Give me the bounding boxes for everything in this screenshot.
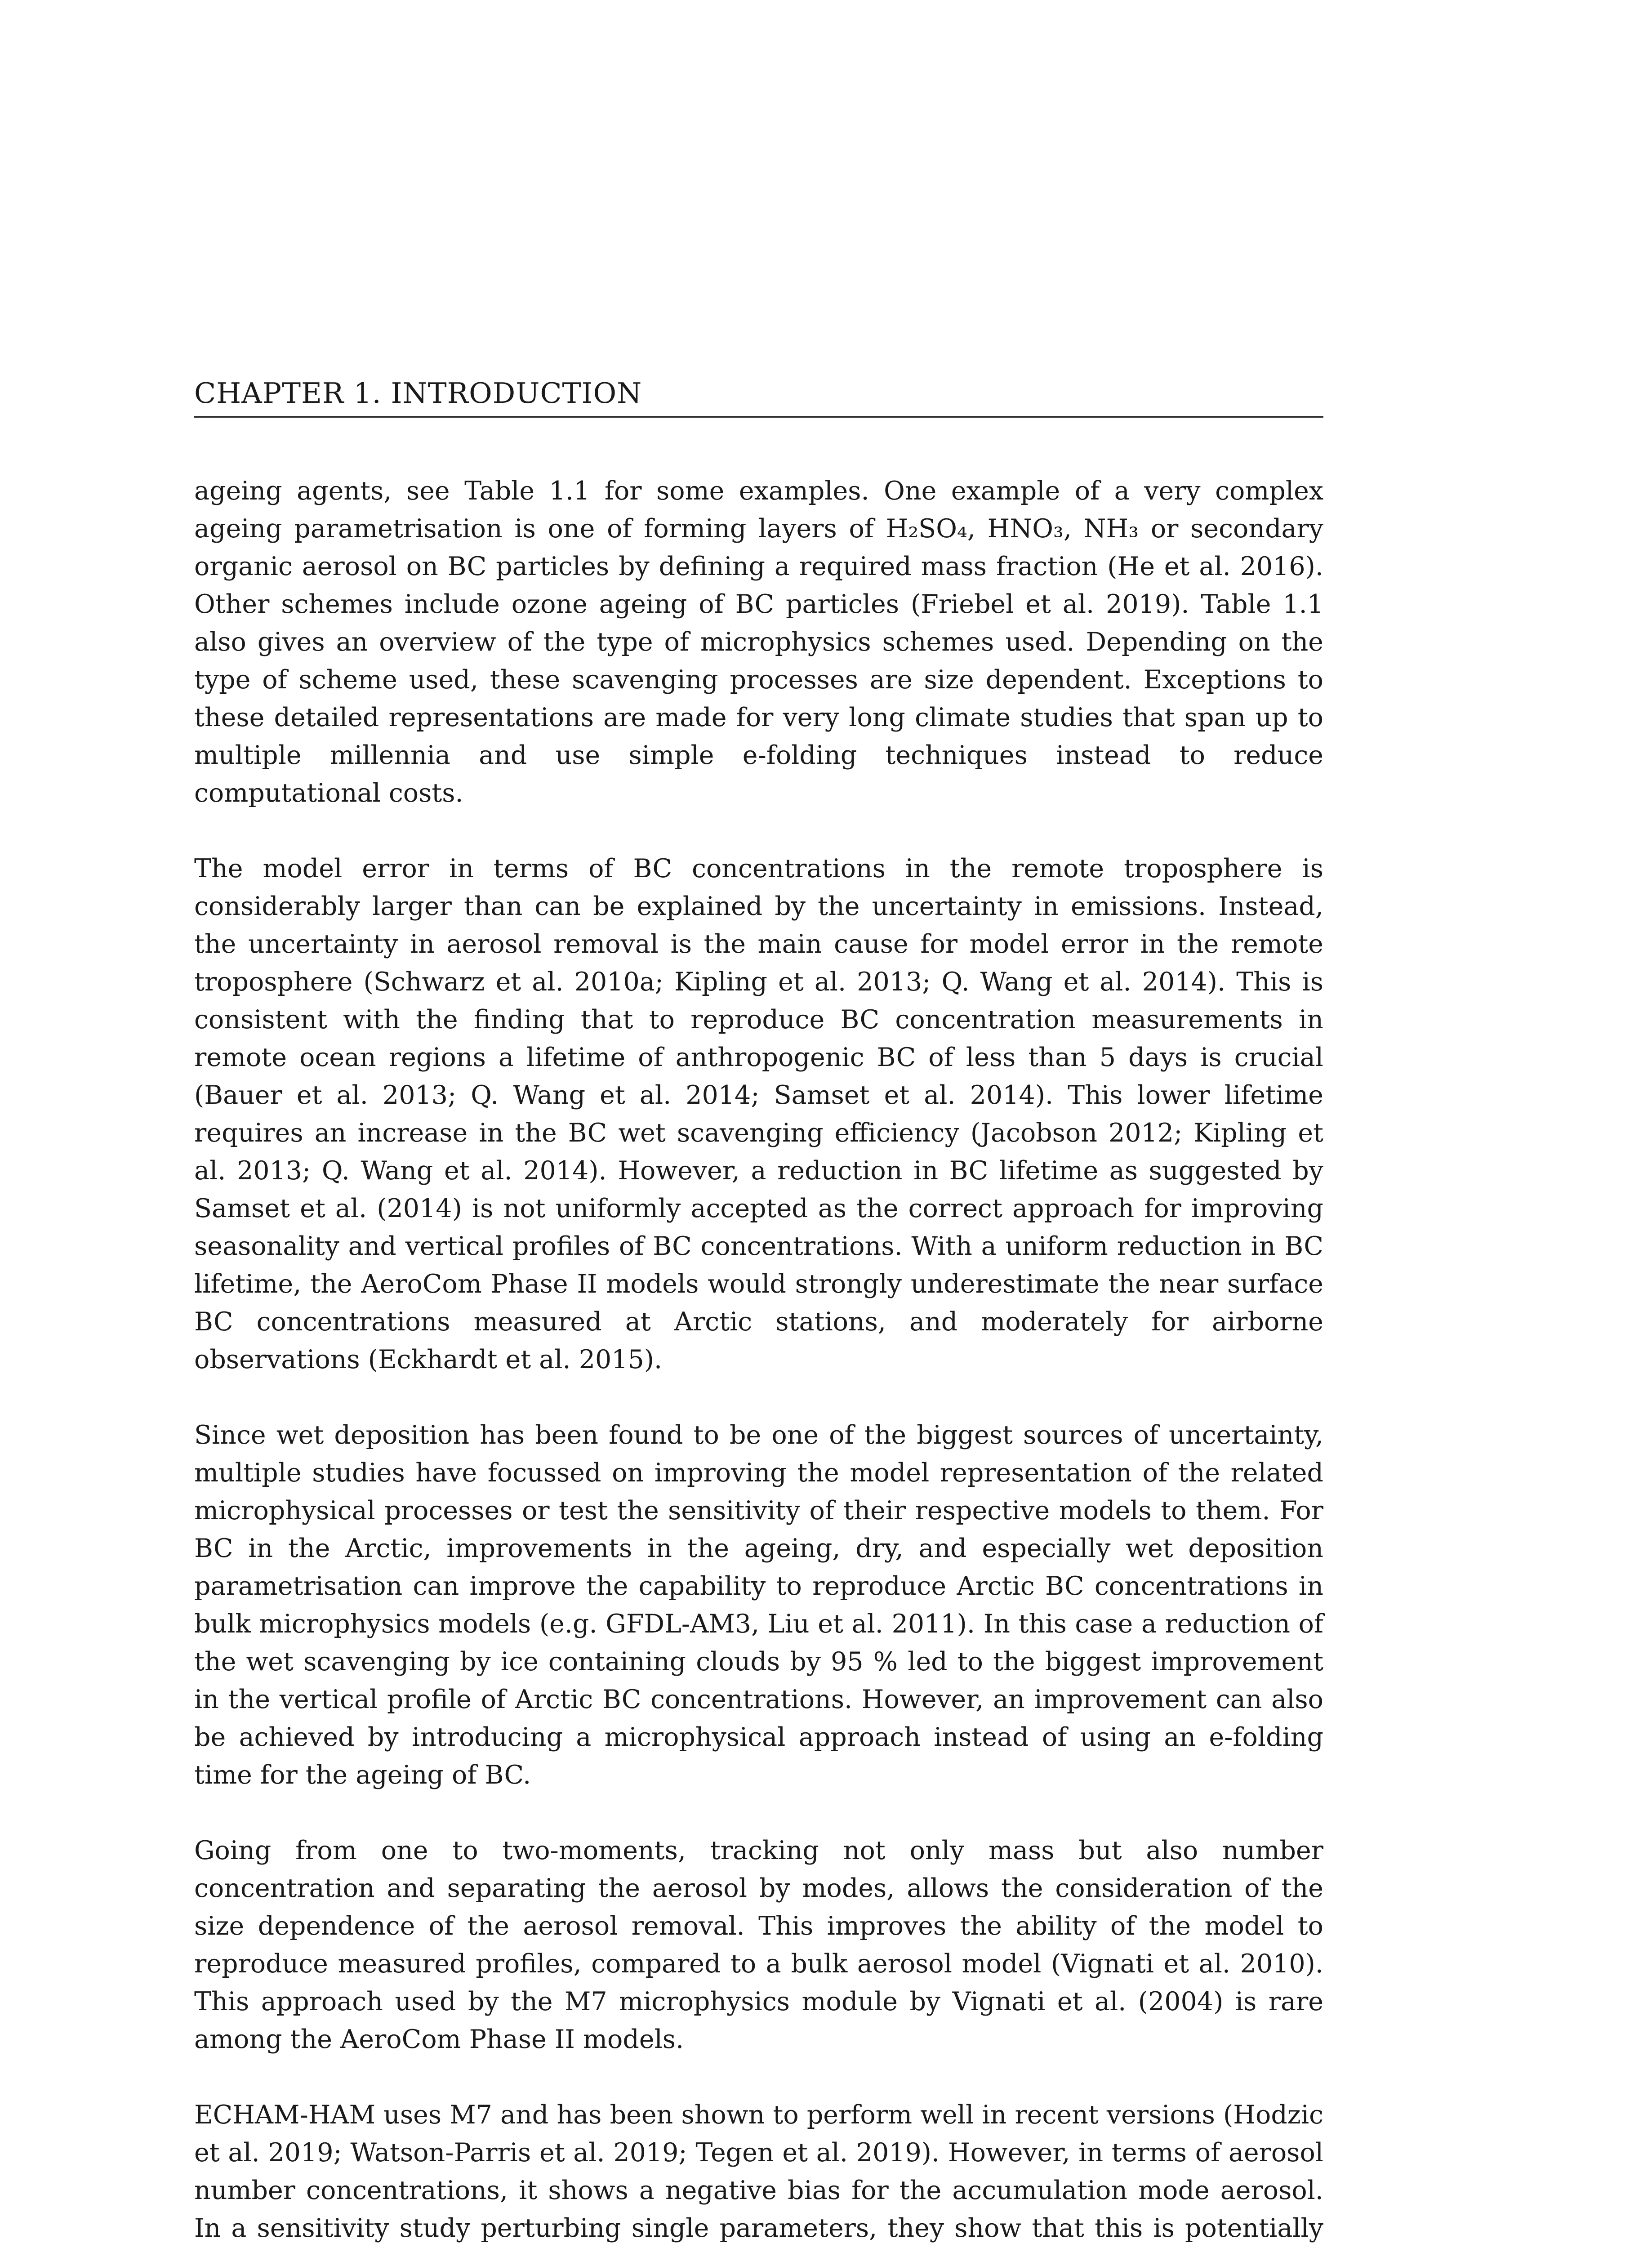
header-rule [194, 416, 1323, 418]
paragraph-two-moments: Going from one to two-moments, tracking not only mass but also number concentration and separating the aerosol by modes, allows the consideration of the size dependence of the aerosol removal. This improves the ability of the model to reproduce measured profiles, compared to a bulk aerosol model (Vignati et al. 2010). This approach used by the M7 microphysics module by Vignati et al. (2004) is rare among the AeroCom Phase II models. [194, 1836, 1323, 2054]
body-text [194, 472, 1323, 2248]
paragraph-echam-ham: ECHAM-HAM uses M7 and has been shown to perform well in recent versions (Hodzic et al. 2019; Watson-Parris et al. 2019; Tegen et al. 2019). However, in terms of aerosol number concentrations, it shows a negative bias for the accumulation mode aerosol. In a sensitivity study perturbing single parameters, they show that this is potentially [194, 2100, 1323, 2243]
paragraph-wet-deposition: Since wet deposition has been found to be one of the biggest sources of uncertainty, multiple studies have focussed on improving the model representation of the related microphysical processes or test the sensitivity of their respective models to them. For BC in the Arctic, improvements in the ageing, dry, and especially wet deposition parametrisation can improve the capability to reproduce Arctic BC concentrations in bulk microphysics models (e.g. GFDL-AM3, Liu et al. 2011). In this case a reduction of the wet scavenging by ice containing clouds by 95 % led to the biggest improvement in the vertical profile of Arctic BC concentrations. However, an improvement can also be achieved by introducing a microphysical approach instead of using an e-folding time for the ageing of BC. [194, 1420, 1323, 1790]
paragraph-model-error: The model error in terms of BC concentrations in the remote troposphere is considerably larger than can be explained by the uncertainty in emissions. Instead, the uncertainty in aerosol removal is the main cause for model error in the remote troposphere (Schwarz et al. 2010a; Kipling et al. 2013; Q. Wang et al. 2014). This is consistent with the finding that to reproduce BC concentration measurements in remote ocean regions a lifetime of anthropogenic BC of less than 5 days is crucial (Bauer et al. 2013; Q. Wang et al. 2014; Samset et al. 2014). This lower lifetime requires an increase in the BC wet scavenging efficiency (Jacobson 2012; Kipling et al. 2013; Q. Wang et al. 2014). However, a reduction in BC lifetime as suggested by Samset et al. (2014) is not uniformly accepted as the correct approach for improving seasonality and vertical profiles of BC concentrations. With a uniform reduction in BC lifetime, the AeroCom Phase II models would strongly underestimate the near surface BC concentrations measured at Arctic stations, and moderately for airborne observations (Eckhardt et al. 2015). [194, 854, 1323, 1374]
running-head: CHAPTER 1. INTRODUCTION [194, 377, 642, 410]
paragraph-ageing-agents: ageing agents, see Table 1.1 for some examples. One example of a very complex ageing parametrisation is one of forming layers of H₂SO₄, HNO₃, NH₃ or secondary organic aerosol on BC particles by defining a required mass fraction (He et al. 2016). Other schemes include ozone ageing of BC particles (Friebel et al. 2019). Table 1.1 also gives an overview of the type of microphysics schemes used. Depending on the type of scheme used, these scavenging processes are size dependent. Exceptions to these detailed representations are made for very long climate studies that span up to multiple millennia and use simple e-folding techniques instead to reduce computational costs. [194, 476, 1323, 808]
